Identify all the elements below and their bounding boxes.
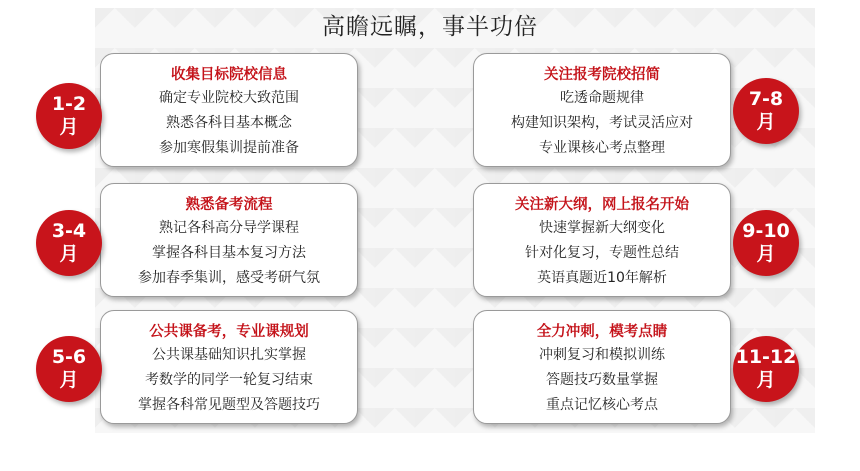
- card-heading: 收集目标院校信息: [171, 67, 287, 83]
- card-line: 考数学的同学一轮复习结束: [145, 372, 313, 388]
- card-line: 构建知识架构，考试灵活应对: [511, 115, 693, 131]
- timeline-card-9-10: [473, 183, 731, 297]
- card-line: 重点记忆核心考点: [546, 397, 658, 413]
- card-line: 公共课基础知识扎实掌握: [152, 347, 306, 363]
- month-range: 11-12: [735, 346, 797, 368]
- month-range: 9-10: [742, 220, 790, 242]
- month-range: 5-6: [51, 346, 87, 368]
- month-unit: 月: [756, 243, 776, 265]
- card-line: 英语真题近10年解析: [537, 270, 667, 286]
- card-line: 针对化复习，专题性总结: [525, 245, 679, 261]
- card-heading: 全力冲刺，模考点睛: [536, 324, 668, 340]
- month-unit: 月: [756, 369, 776, 391]
- card-heading: 关注新大纲，网上报名开始: [515, 197, 689, 213]
- card-line: 吃透命题规律: [560, 90, 644, 106]
- month-unit: 月: [59, 243, 79, 265]
- card-line: 熟记各科高分导学课程: [159, 220, 299, 236]
- month-badge-9-10: [733, 210, 799, 276]
- timeline-card-5-6: [100, 310, 358, 424]
- month-badge-11-12: [733, 336, 799, 402]
- card-line: 专业课核心考点整理: [539, 140, 665, 156]
- card-line: 冲刺复习和模拟训练: [539, 347, 665, 363]
- card-line: 参加寒假集训提前准备: [159, 140, 299, 156]
- month-unit: 月: [756, 111, 776, 133]
- month-badge-3-4: [36, 210, 102, 276]
- card-heading: 公共课备考，专业课规划: [149, 324, 309, 340]
- card-line: 参加春季集训，感受考研气氛: [138, 270, 320, 286]
- card-line: 熟悉各科目基本概念: [166, 115, 292, 131]
- card-line: 确定专业院校大致范围: [159, 90, 299, 106]
- month-badge-5-6: [36, 336, 102, 402]
- month-badge-7-8: [733, 78, 799, 144]
- card-line: 快速掌握新大纲变化: [539, 220, 665, 236]
- month-unit: 月: [59, 369, 79, 391]
- month-unit: 月: [59, 116, 79, 138]
- card-line: 答题技巧数量掌握: [546, 372, 658, 388]
- month-range: 7-8: [748, 88, 784, 110]
- timeline-card-11-12: [473, 310, 731, 424]
- card-line: 掌握各科常见题型及答题技巧: [138, 397, 320, 413]
- timeline-card-7-8: [473, 53, 731, 167]
- timeline-card-3-4: [100, 183, 358, 297]
- month-badge-1-2: [36, 83, 102, 149]
- card-heading: 熟悉备考流程: [185, 197, 273, 213]
- page-title: 高瞻远瞩，事半功倍: [322, 14, 538, 40]
- timeline-card-1-2: [100, 53, 358, 167]
- month-range: 3-4: [51, 220, 87, 242]
- card-line: 掌握各科目基本复习方法: [152, 245, 306, 261]
- card-heading: 关注报考院校招简: [544, 67, 660, 83]
- month-range: 1-2: [51, 93, 87, 115]
